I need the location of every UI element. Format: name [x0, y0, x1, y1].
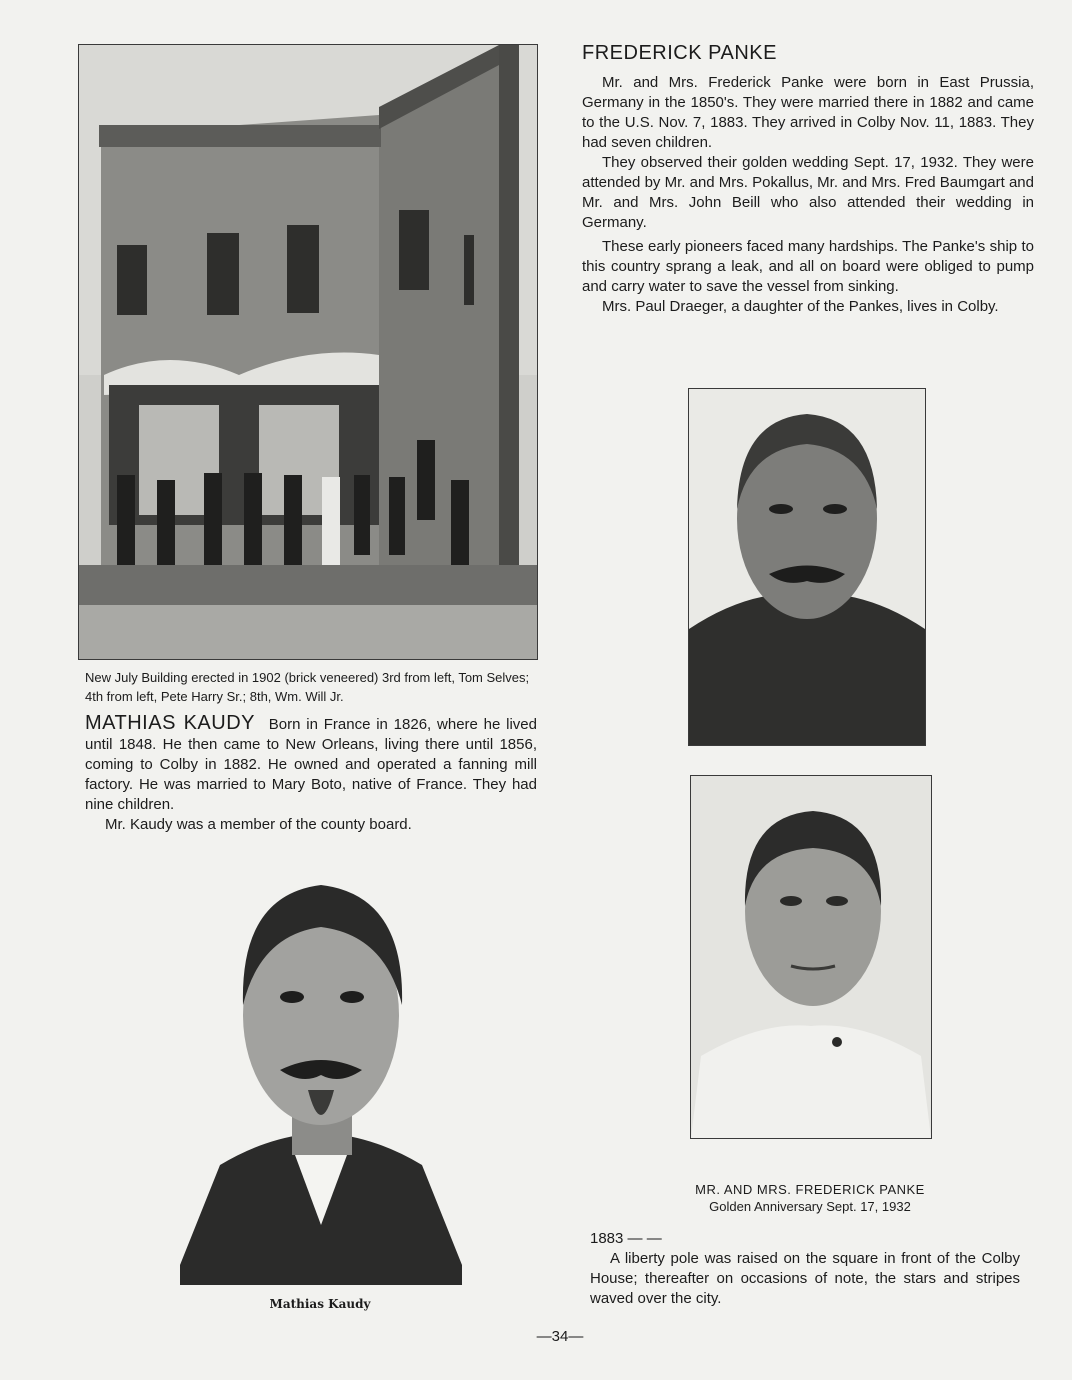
kaudy-portrait-caption: Mathias Kaudy — [269, 1297, 371, 1311]
panke-caption-line-2: Golden Anniversary Sept. 17, 1932 — [709, 1199, 911, 1214]
panke-heading: FREDERICK PANKE — [582, 42, 777, 64]
mrs-panke-photo — [690, 775, 932, 1139]
panke-section — [582, 42, 1034, 317]
kaudy-paragraph-2: Mr. Kaudy was a member of the county board. — [105, 816, 412, 833]
mr-panke-photo — [688, 388, 926, 746]
panke-paragraph-3: These early pioneers faced many hardships. The Panke's ship to this country sprang a leak, and all on board were obliged to pump and carry water to save the vessel from sinking. — [582, 238, 1034, 295]
panke-paragraph-1: Mr. and Mrs. Frederick Panke were born in East Prussia, Germany in the 1850's. They were married there in 1882 and came to the U.S. Nov. 7, 1883. They arrived in Colby Nov. 11, 1883. They had seven children. — [582, 74, 1034, 151]
panke-paragraph-4: Mrs. Paul Draeger, a daughter of the Pankes, lives in Colby. — [602, 298, 999, 315]
year-1883-section — [590, 1229, 1020, 1309]
page-number: —34— — [536, 1328, 584, 1345]
building-photo — [78, 44, 538, 660]
kaudy-paragraph-1 — [85, 713, 537, 815]
kaudy-text-1: Born in France in 1826, where he lived until 1848. He then came to New Orleans, living there until 1856, coming to Colby in 1882. He owned and operated a fanning mill factory. He was married to Mary Boto, native of France. They had nine children. — [85, 716, 537, 813]
building-photo-caption: New July Building erected in 1902 (brick veneered) 3rd from left, Tom Selves; 4th from left, Pete Harry Sr.; 8th, Wm. Will Jr. — [85, 670, 530, 704]
kaudy-portrait — [180, 865, 462, 1285]
year-1883-paragraph: A liberty pole was raised on the square in front of the Colby House; thereafter on occasions of note, the stars and stripes waved over the city. — [590, 1250, 1020, 1307]
year-1883-heading: 1883 — — — [590, 1230, 662, 1247]
mr-panke-photo-drawing — [689, 389, 925, 745]
mrs-panke-photo-drawing — [691, 776, 931, 1138]
panke-paragraph-2: They observed their golden wedding Sept. 17, 1932. They were attended by Mr. and Mrs. Pokallus, Mr. and Mrs. Fred Baumgart and Mr. and Mrs. John Beill who also attended their wedding in Germany. — [582, 154, 1034, 231]
panke-photo-caption — [650, 1181, 970, 1215]
kaudy-heading: MATHIAS KAUDY — [85, 712, 255, 734]
building-photo-drawing — [79, 45, 537, 659]
kaudy-portrait-drawing — [180, 865, 462, 1285]
panke-caption-line-1: MR. AND MRS. FREDERICK PANKE — [695, 1182, 925, 1197]
kaudy-section — [85, 713, 537, 835]
